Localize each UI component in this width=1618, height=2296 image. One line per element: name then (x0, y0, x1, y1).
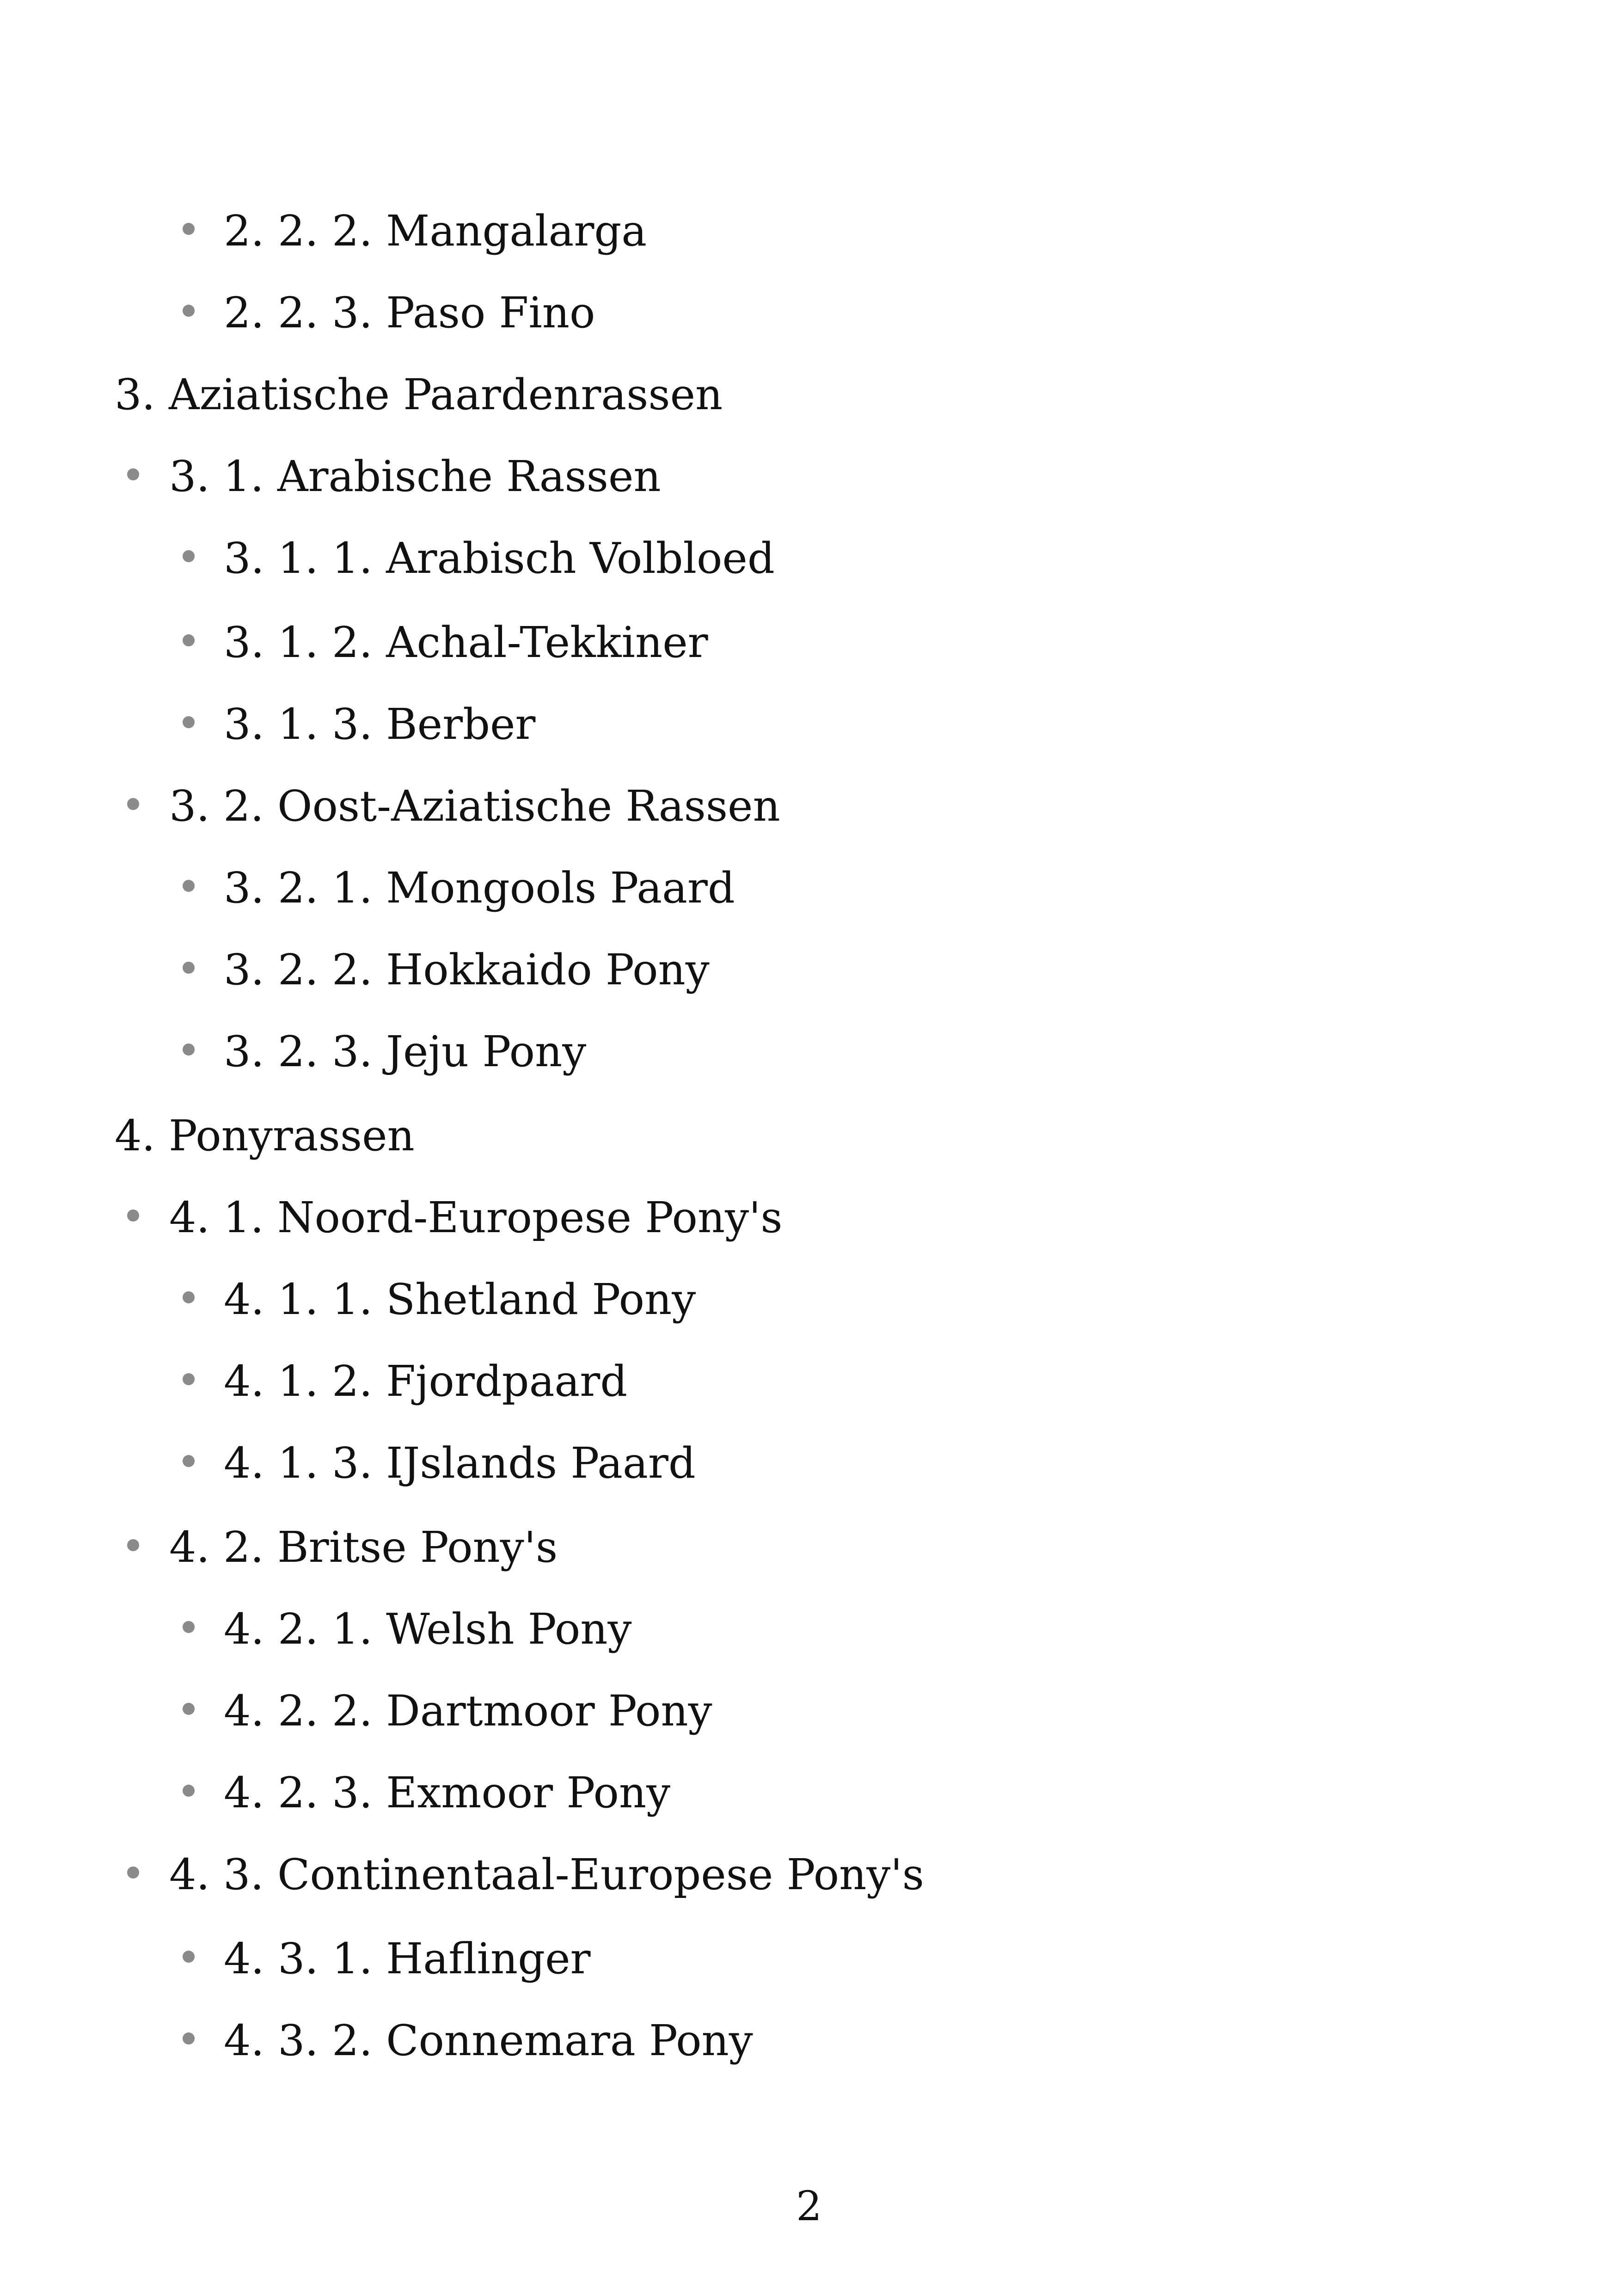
outline-item-label: 4. 1. 2. Fjordpaard (224, 1357, 628, 1406)
bullet-icon (183, 223, 195, 235)
outline-heading-label: 4. Ponyrassen (115, 1111, 415, 1160)
bullet-icon (183, 2032, 195, 2044)
outline-item-level-3 (0, 531, 1526, 586)
outline-item-level-3 (0, 285, 1526, 341)
outline-item-level-3 (0, 1354, 1526, 1409)
outline-item-level-3 (0, 860, 1526, 916)
outline-item-level-3 (0, 697, 1526, 752)
outline-item-level-3 (0, 942, 1526, 998)
bullet-icon (183, 550, 195, 562)
outline-item-label: 3. 1. 2. Achal-Tekkiner (224, 618, 708, 667)
outline-item-level-2 (0, 1190, 1526, 1246)
outline-item-level-3 (0, 615, 1526, 670)
outline-item-level-3 (0, 1683, 1526, 1739)
bullet-icon (183, 634, 195, 646)
outline-item-label: 3. 1. Arabische Rassen (169, 452, 661, 501)
outline-item-label: 4. 1. 1. Shetland Pony (224, 1275, 696, 1324)
outline-item-label: 4. 2. 1. Welsh Pony (224, 1604, 632, 1654)
outline-item-level-3 (0, 1024, 1526, 1080)
outline-item-label: 3. 2. 1. Mongools Paard (224, 863, 735, 913)
outline-item-level-3 (0, 1272, 1526, 1327)
outline-item-level-2 (0, 1520, 1526, 1575)
bullet-icon (127, 1209, 139, 1222)
outline-item-label: 3. 2. 2. Hokkaido Pony (224, 945, 710, 995)
bullet-icon (183, 305, 195, 317)
outline-item-level-3 (0, 203, 1526, 259)
outline-item-label: 4. 1. Noord-Europese Pony's (169, 1193, 783, 1242)
bullet-icon (183, 880, 195, 892)
bullet-icon (183, 1044, 195, 1056)
outline-item-level-2 (0, 779, 1526, 834)
outline-item-label: 4. 2. 3. Exmoor Pony (224, 1768, 671, 1817)
outline-item-level-3 (0, 1931, 1526, 1987)
bullet-icon (183, 1621, 195, 1633)
outline-item-label: 2. 2. 2. Mangalarga (224, 206, 647, 256)
outline-item-label: 3. 2. 3. Jeju Pony (224, 1027, 587, 1076)
bullet-icon (127, 798, 139, 810)
outline-heading-label: 3. Aziatische Paardenrassen (115, 370, 723, 419)
bullet-icon (183, 716, 195, 728)
bullet-icon (183, 1703, 195, 1715)
outline-heading-level-1 (0, 367, 1526, 423)
outline-item-label: 4. 2. Britse Pony's (169, 1522, 558, 1572)
bullet-icon (127, 1866, 139, 1879)
bullet-icon (183, 1951, 195, 1963)
page-number: 2 (796, 2182, 822, 2230)
bullet-icon (127, 1539, 139, 1551)
outline-item-level-3 (0, 1765, 1526, 1821)
outline-item-label: 3. 1. 1. Arabisch Volbloed (224, 534, 775, 583)
outline-item-level-3 (0, 1436, 1526, 1491)
outline-item-level-3 (0, 1602, 1526, 1657)
outline-item-label: 2. 2. 3. Paso Fino (224, 288, 595, 338)
outline-item-label: 4. 1. 3. IJslands Paard (224, 1438, 696, 1488)
outline-item-label: 3. 1. 3. Berber (224, 700, 536, 749)
bullet-icon (183, 1291, 195, 1303)
bullet-icon (183, 1455, 195, 1467)
outline-item-level-3 (0, 2013, 1526, 2069)
bullet-icon (183, 1373, 195, 1385)
bullet-icon (183, 1785, 195, 1797)
outline-heading-level-1 (0, 1108, 1526, 1164)
bullet-icon (127, 468, 139, 480)
outline-item-label: 4. 2. 2. Dartmoor Pony (224, 1686, 712, 1736)
outline-item-label: 4. 3. 1. Haflinger (224, 1934, 591, 1983)
outline-item-level-2 (0, 449, 1526, 504)
outline-item-label: 4. 3. Continentaal-Europese Pony's (169, 1850, 924, 1899)
outline-item-label: 4. 3. 2. Connemara Pony (224, 2016, 753, 2065)
bullet-icon (183, 962, 195, 974)
outline-item-label: 3. 2. Oost-Aziatische Rassen (169, 781, 780, 831)
outline-item-level-2 (0, 1847, 1526, 1903)
